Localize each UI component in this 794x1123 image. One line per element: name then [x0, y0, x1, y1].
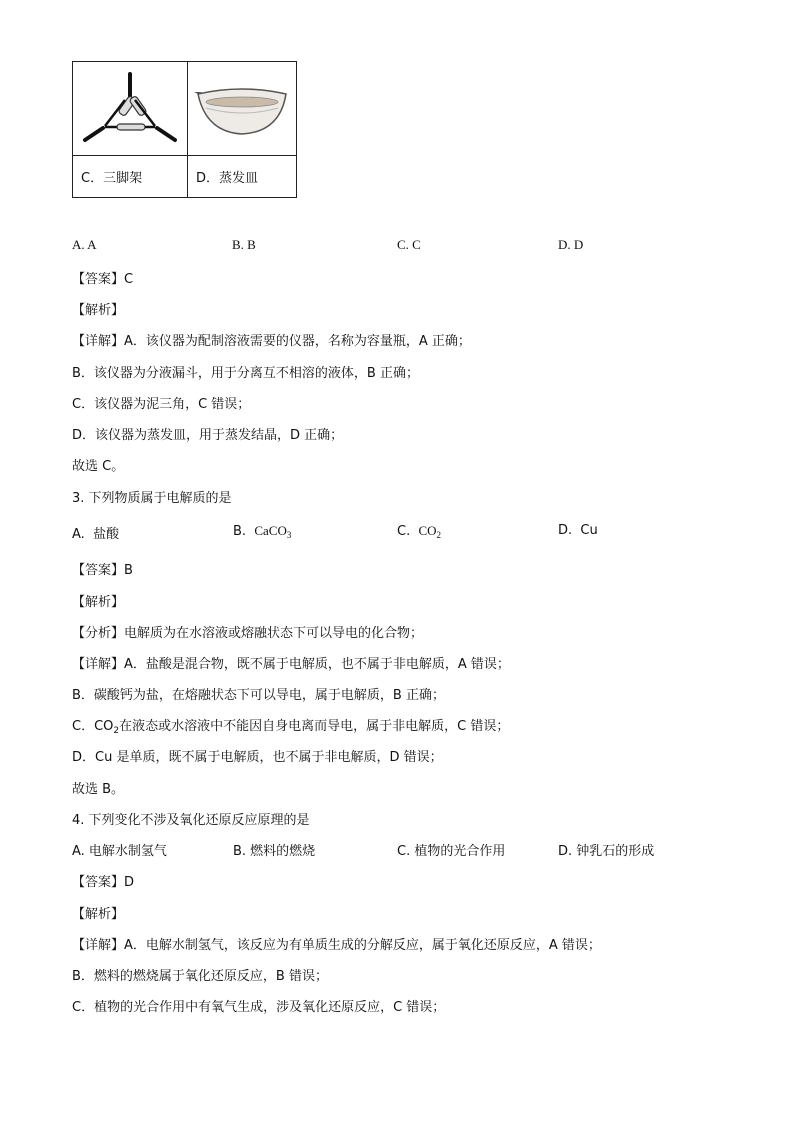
answer-label: 【答案】: [72, 875, 125, 890]
q4-detail-a: [72, 934, 601, 953]
answer-label: 【答案】: [72, 272, 125, 287]
answer-value: C: [124, 272, 134, 287]
q2-detail-a: [72, 330, 471, 349]
evaporating-dish-caption: D．蒸发皿: [188, 156, 297, 198]
evaporating-dish-image-cell: [188, 62, 297, 156]
q3-stem: 3. 下列物质属于电解质的是: [72, 491, 232, 506]
q3-option-c: C. $CO_2$: [397, 523, 442, 540]
fenxi-text: 电解质为在水溶液或熔融状态下可以导电的化合物；: [124, 626, 424, 641]
q3-option-b: B. CaCO$_3$: [233, 523, 292, 540]
q3-analysis-label: 【解析】: [72, 595, 125, 610]
q3-detail-a: [72, 653, 510, 672]
q2-detail-d: D．该仪器为蒸发皿，用于蒸发结晶，D 正确；: [72, 428, 344, 443]
instrument-table: [72, 61, 297, 198]
q3-detail-c: C．$CO_2$在液态或水溶液中不能因自身电离而导电，属于非电解质，C 错误；: [72, 719, 510, 736]
q3-detail-d: D．Cu 是单质，既不属于电解质，也不属于非电解质，D 错误；: [72, 750, 443, 765]
detail-text: A．该仪器为配制溶液需要的仪器，名称为容量瓶，A 正确；: [124, 334, 471, 349]
detail-text: A．盐酸是混合物，既不属于电解质，也不属于非电解质，A 错误；: [124, 657, 510, 672]
q4-option-c: C. 植物的光合作用: [397, 844, 506, 859]
q4-option-a: A. 电解水制氢气: [72, 844, 167, 859]
q2-detail-b: B．该仪器为分液漏斗，用于分离互不相溶的液体，B 正确；: [72, 366, 419, 381]
detail-label: 【详解】: [72, 334, 125, 349]
q4-detail-c: C．植物的光合作用中有氧气生成，涉及氧化还原反应，C 错误；: [72, 1000, 446, 1015]
q2-answer: [72, 268, 133, 287]
q4-answer: [72, 871, 134, 890]
answer-value: D: [124, 875, 135, 890]
detail-label: 【详解】: [72, 938, 125, 953]
q2-option-d: D. D: [558, 237, 584, 252]
detail-label: 【详解】: [72, 657, 125, 672]
q3-option-a: A. 盐酸: [72, 527, 120, 542]
evaporating-dish-image: [188, 62, 296, 155]
tripod-caption: C．三脚架: [73, 156, 188, 198]
fenxi-label: 【分析】: [72, 626, 125, 641]
q2-option-c: C. C: [397, 237, 421, 252]
q3-conclusion: 故选 B。: [72, 782, 125, 797]
q4-option-b: B. 燃料的燃烧: [233, 844, 316, 859]
q2-analysis-label: 【解析】: [72, 303, 125, 318]
q3-option-d: D. Cu: [558, 523, 598, 538]
q2-detail-c: C．该仪器为泥三角，C 错误；: [72, 397, 251, 412]
tripod-image: [73, 62, 187, 155]
q3-fenxi: [72, 622, 423, 641]
q4-detail-b: B．燃料的燃烧属于氧化还原反应，B 错误；: [72, 969, 328, 984]
answer-value: B: [124, 563, 133, 578]
q4-option-d: D. 钟乳石的形成: [558, 844, 655, 859]
q2-option-a: A. A: [72, 237, 97, 252]
detail-text: A．电解水制氢气，该反应为有单质生成的分解反应，属于氧化还原反应，A 错误；: [124, 938, 601, 953]
q3-detail-b: B．碳酸钙为盐，在熔融状态下可以导电，属于电解质，B 正确；: [72, 688, 445, 703]
q2-option-b: B. B: [232, 237, 256, 252]
q3-answer: [72, 559, 133, 578]
q4-analysis-label: 【解析】: [72, 907, 125, 922]
q4-stem: 4. 下列变化不涉及氧化还原反应原理的是: [72, 813, 310, 828]
tripod-image-cell: [73, 62, 188, 156]
q2-conclusion: 故选 C。: [72, 459, 125, 474]
answer-label: 【答案】: [72, 563, 125, 578]
